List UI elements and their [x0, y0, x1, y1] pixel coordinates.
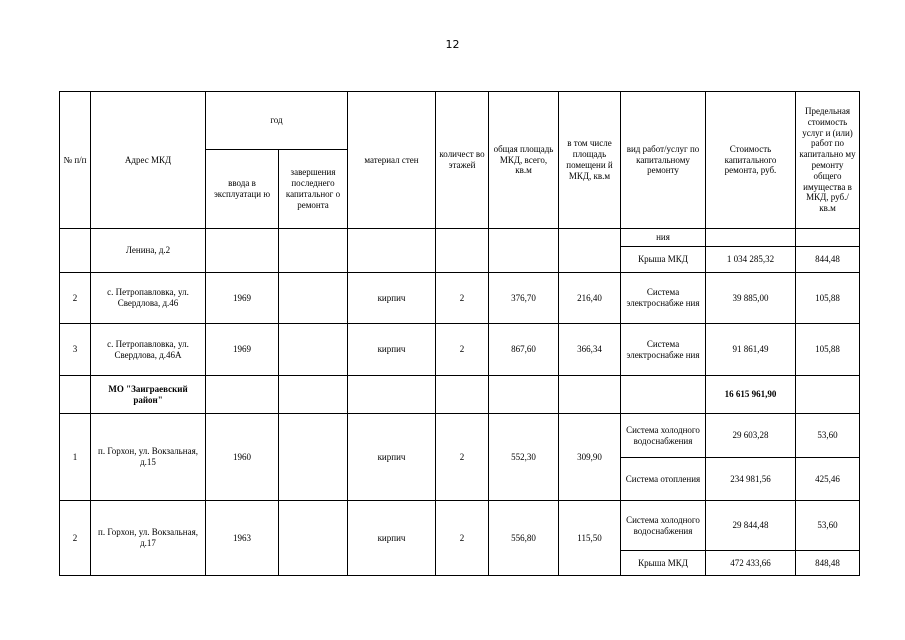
header-row-1	[60, 92, 860, 150]
section-title: МО "Заиграевский район"	[91, 376, 206, 414]
year-cell: 1969	[206, 324, 279, 376]
year-cell: 1960	[206, 414, 279, 501]
address-cell: Ленина, д.2	[91, 229, 206, 273]
header-year-last-repair: завершения последнего капитальног о ремонта	[279, 150, 348, 229]
header-wall-material: материал стен	[348, 92, 436, 229]
incl-area-cell: 216,40	[559, 273, 621, 324]
address-cell: п. Горхон, ул. Вокзальная, д.15	[91, 414, 206, 501]
work-type-cell: Система электроснабже ния	[621, 273, 706, 324]
table-row	[60, 273, 860, 324]
section-total: 16 615 961,90	[706, 376, 796, 414]
cost-cell: 234 981,56	[706, 458, 796, 501]
cost-cell: 472 433,66	[706, 551, 796, 576]
header-year-commission: ввода в эксплуатаци ю	[206, 150, 279, 229]
max-cost-cell: 848,48	[796, 551, 860, 576]
work-type-cell: Крыша МКД	[621, 247, 706, 273]
header-max-cost: Предельная стоимость услуг и (или) работ по капитально му ремонту общего имущества в МКД, руб./кв.м	[796, 92, 860, 229]
header-floors: количест во этажей	[436, 92, 489, 229]
num-cell: 2	[60, 273, 91, 324]
num-cell: 1	[60, 414, 91, 501]
work-type-cell: Система отопления	[621, 458, 706, 501]
address-cell: п. Горхон, ул. Вокзальная, д.17	[91, 501, 206, 576]
table-row	[60, 229, 860, 247]
material-cell: кирпич	[348, 324, 436, 376]
total-area-cell: 376,70	[489, 273, 559, 324]
work-type-cell: Система холодного водоснабжения	[621, 501, 706, 551]
repair-table	[59, 91, 860, 576]
max-cost-cell: 105,88	[796, 324, 860, 376]
year-cell: 1969	[206, 273, 279, 324]
header-year-group: год	[206, 92, 348, 150]
work-type-cell: ния	[621, 229, 706, 247]
cost-cell: 91 861,49	[706, 324, 796, 376]
max-cost-cell: 844,48	[796, 247, 860, 273]
cost-cell: 39 885,00	[706, 273, 796, 324]
header-work-type: вид работ/услуг по капитальному ремонту	[621, 92, 706, 229]
total-area-cell: 552,30	[489, 414, 559, 501]
max-cost-cell: 53,60	[796, 501, 860, 551]
material-cell: кирпич	[348, 414, 436, 501]
max-cost-cell: 425,46	[796, 458, 860, 501]
address-cell: с. Петропавловка, ул. Свердлова, д.46А	[91, 324, 206, 376]
incl-area-cell: 309,90	[559, 414, 621, 501]
table-row	[60, 324, 860, 376]
floors-cell: 2	[436, 273, 489, 324]
floors-cell: 2	[436, 501, 489, 576]
cost-cell: 1 034 285,32	[706, 247, 796, 273]
total-area-cell: 556,80	[489, 501, 559, 576]
header-incl-area: в том числе площадь помещени й МКД, кв.м	[559, 92, 621, 229]
header-repair-cost: Стоимость капитального ремонта, руб.	[706, 92, 796, 229]
section-row	[60, 376, 860, 414]
work-type-cell: Система холодного водоснабжения	[621, 414, 706, 458]
max-cost-cell: 53,60	[796, 414, 860, 458]
header-num: № п/п	[60, 92, 91, 229]
material-cell: кирпич	[348, 501, 436, 576]
floors-cell: 2	[436, 414, 489, 501]
cost-cell: 29 844,48	[706, 501, 796, 551]
max-cost-cell: 105,88	[796, 273, 860, 324]
header-total-area: общая площадь МКД, всего, кв.м	[489, 92, 559, 229]
material-cell: кирпич	[348, 273, 436, 324]
total-area-cell: 867,60	[489, 324, 559, 376]
work-type-cell: Крыша МКД	[621, 551, 706, 576]
num-cell: 3	[60, 324, 91, 376]
page-number: 12	[445, 38, 460, 51]
work-type-cell: Система электроснабже ния	[621, 324, 706, 376]
incl-area-cell: 366,34	[559, 324, 621, 376]
year-cell: 1963	[206, 501, 279, 576]
table-row	[60, 501, 860, 551]
floors-cell: 2	[436, 324, 489, 376]
cost-cell: 29 603,28	[706, 414, 796, 458]
table-row	[60, 414, 860, 458]
num-cell: 2	[60, 501, 91, 576]
incl-area-cell: 115,50	[559, 501, 621, 576]
address-cell: с. Петропавловка, ул. Свердлова, д.46	[91, 273, 206, 324]
header-address: Адрес МКД	[91, 92, 206, 229]
